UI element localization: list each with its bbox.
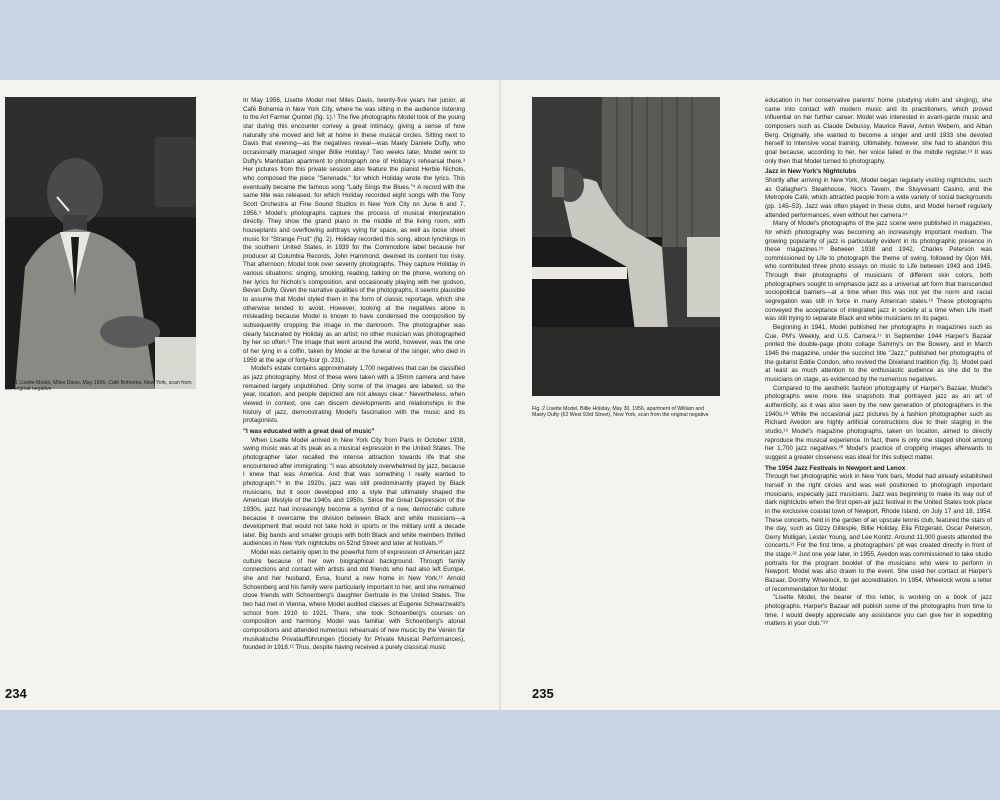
paragraph: Model was certainly open to the powerful form of expression of American jazz culture because of her own biographical background. Through family connections and contact with artists and old friends who had also left Europe, she and her husband, Evsa, found a new home in New York.¹¹ Arnold Schoenberg and his family were particularly important to her, and she remained close friends with Schoenberg's daughter Gertrude in the United States. The two had met in Vienna, where Model audited classes at Eugenie Schwarzwald's school from 1910 to 1921. There, she took Schoenberg's courses on composition and harmony. Model was familiar with Schoenberg's atonal compositions and attended numerous rehearsals of new music by the Verein für musikalische Privataufführungen (Society for Private Musical Performances), founded in 1918.¹² Thus, despite having received a purely classical music: [243, 549, 465, 652]
paragraph: education in her conservative parents' home (studying violin and singing), she came into contact with modern music and its practitioners, which proved influential on her further career. Model was interested in avant-garde music and composers such as Claude Debussy, Maurice Ravel, Anton Webern, and Alban Berg. Originally, she wanted to become a singer and until 1933 she devoted herself to intensive vocal training. Ultimately, however, she had to abandon this goal because, according to her, her voice failed in the middle register.¹³ It was only then that Model turned to photography.: [765, 97, 992, 165]
gutter: [499, 80, 501, 710]
page-number-right: 235: [532, 686, 554, 701]
fig1-caption: Fig. 1 Lisette Model, Miles Davis, May 1956, Café Bohemia, New York, scan from the original negative: [5, 380, 192, 393]
section-heading: Jazz in New York's Nightclubs: [765, 168, 857, 176]
fig2-photo: [532, 97, 720, 396]
billie-holiday-photo-image: [532, 97, 720, 396]
paragraph: Many of Model's photographs of the jazz scene were published in magazines, for which photography was becoming an increasingly important medium. The growing popularity of jazz is particularly evident in its photographic presence in these magazines.¹⁵ Between 1938 and 1942, Charles Peterson was commissioned by Life to photograph the theme of swing, followed by Gjon Mili, who contributed three photo essays on music to Life between 1943 and 1945. Through their photographs of musicians of different skin colors, both photographers sought to emphasize jazz as a universal art form that transcended sociopolitical barriers—at a time when this was not yet the norm and racial segregation was still in force in many American states.¹⁶ These photographs conveyed the acceptance of integrated jazz in society at a time when Life itself was still trying to separate Black and white musicians on its pages.: [765, 220, 992, 323]
miles-davis-photo-image: [5, 97, 196, 389]
section-heading: "I was educated with a great deal of music": [243, 427, 375, 435]
left-text-column: [243, 97, 465, 653]
paragraph: Compared to the aesthetic fashion photography of Harper's Bazaar, Model's photographs were more like snapshots that portrayed jazz as an art of authenticity, as it was also seen by the new generation of photographers in the 1940s.¹⁸ While the occasional jazz pictures by a fashion photographer such as Richard Avedon are highly artificial constructions due to their staging in the studio,¹⁹ Model's magazine photographs, taken on location, aimed to directly reproduce the musical experience. In fact, there is only one staged shoot among her 1,700 jazz negatives.²⁰ Model's practice of cropping images afterwards to suggest a greater closeness was ideal for this subject matter.: [765, 384, 992, 461]
paragraph: Beginning in 1941, Model published her photographs in magazines such as Cue, PM's Weekly, and U.S. Camera.¹⁷ In September 1944 Harper's Bazaar printed the double-page photo collage Sammy's on the Bowery, and in March 1945 the magazine, under the succinct title "Jazz," published her photographs of the guitarist Eddie Condon, who revived the Dixieland tradition (fig. 3). Model paid at least as much attention to the enthusiastic audience as she did to the musicians on stage, as evidenced by the numerous negatives.: [765, 324, 992, 383]
paragraph: "Lisette Model, the bearer of this letter, is working on a book of jazz photographs. Harper's Bazaar will publish some of the photographs from time to time. I would deeply appreciate any assistance you can give her in expediting matters in your club."²³: [765, 594, 992, 628]
paragraph: Model's estate contains approximately 1,700 negatives that can be classified as jazz photography. Most of these were taken with a 35mm camera and have remained largely unpublished. Only some of the images are labeled, so the year, location, and people depicted are not always clear.⁷ Nevertheless, when viewed in context, one can discern developments and relationships in the history of jazz, demonstrating Model's fascination with the music and its protagonists.: [243, 365, 465, 425]
section-heading: The 1954 Jazz Festivals in Newport and Lenox: [765, 464, 906, 472]
paragraph: Shortly after arriving in New York, Model began regularly visiting nightclubs, such as Gallagher's Steakhouse, Nick's Tavern, the Stuyvesant Casino, and the Metropole Café, which attracted people from a wide variety of social backgrounds (pp. 145–53). Jazz was often played in these clubs, and Model herself regularly attended performances, even without her camera.¹⁴: [765, 176, 992, 219]
fig2-caption: Fig. 2 Lisette Model, Billie Holiday, May 30, 1956, apartment of William and Maely Dufty (62 West 93rd Street), New York, scan from the original negative: [532, 406, 709, 419]
paragraph: In May 1956, Lisette Model met Miles Davis, twenty-five years her junior, at Café Bohemia in New York City, where he was sitting in the audience listening to the Art Farmer Quintet (fig. 1).¹ The five photographs Model took of the young star during this encounter convey a great intimacy, giving a sense of how naturally she moved and felt at home in these musical circles. Sitting next to Davis that evening—as the negatives reveal—was Maely Daniele Dufty, who occasionally managed singer Billie Holiday.² Two weeks later, Model went to Dufty's Manhattan apartment to photograph one of Holiday's rehearsal there.³ Her pictures from this private session also feature the pianist Herbie Nichols, who composed the piece "Serenade," for which Holiday wrote the lyrics. This eventually became the famous song "Lady Sings the Blues."⁴ A record with the same title was released, for which Holiday recorded eight songs with the Tony Scott Orchestra at Fine Sound Studios in New York City on June 6 and 7, 1956.⁵ Model's photographs capture the process of musical interpretation directly. They show the grand piano in the middle of the living room, with houseplants and overflowing ashtrays vying for space, as well as loose sheet music for "Strange Fruit" (fig. 2). Holiday recorded this song, about lynchings in the southern United States, in 1939 for the Commodore label because her producer at Columbia Records, John Hammond, deemed its content too risky. That afternoon, Model took over seventy photographs. They capture Holiday in various situations: singing, smoking, reading, talking on the phone, working on her lyrics for Nichols's composition, and occasionally playing with her godson, Bevan Dufty. Given the narrative qualities of the photographs, it seems plausible to assume that Model styled them in the form of classic reportage, which she otherwise tended to avoid. However, looking at the negatives alone is misleading because Model is known to have condensed the composition by subsequently cropping the image in the darkroom. The photographer was clearly fascinated by Holiday as an artist; no other musician was photographed by her so often.⁶ The image that went around the world, however, was the one of her lying in a coffin, taken by Model at the funeral of the singer, who died in 1959 at the age of forty-four (p. 231).: [243, 97, 465, 364]
paragraph: Through her photographic work in New York bars, Model had already established herself in the right circles and was well positioned to photograph important musicians, especially jazz musicians. Jazz was beginning to make its way out of dark nightclubs when the first open-air jazz festival in the United States took place in the exclusive coastal town of Newport, Rhode Island, on July 17 and 18, 1954. These concerts, held in the garden of an upscale tennis club, featured the stars of the day, such as Dizzy Gillespie, Billie Holiday, Ella Fitzgerald, Oscar Peterson, Gerry Mulligan, Lester Young, and Lee Konitz. Around 11,000 guests attended the concerts.²¹ For the first time, a photographers' pit was created directly in front of the stage.²² Just one year later, in 1955, Avedon was commissioned to take studio portraits for the program booklet of the musicians who were to perform in Newport. Model was also drawn to the event. She used her contact at Harper's Bazaar, Dorothy Wheelock, to get accreditation. In 1954, Wheelock wrote a letter of recommendation for Model:: [765, 473, 992, 593]
page-number-left: 234: [5, 686, 27, 701]
book-spread: [0, 80, 1000, 710]
paragraph: When Lisette Model arrived in New York City from Paris in October 1938, swing music was at its peak as a musical expression in the United States. The photographer later recalled the intense attraction towards life that she encountered after immigrating: "I was absolutely overwhelmed by jazz, because I knew that was America. And that was something I really wanted to photograph."⁸ In the 1920s, jazz was still predominantly played by Black musicians, but it soon developed into a style that ultimately shaped the American lifestyle of the 1940s and 1950s. Since the Great Depression of the 1930s, jazz had increasingly become a symbol of a new, democratic culture because it overcame the division between Black and white musicians—a development that would not take hold in sports or the military until a decade later. Big bands and smaller groups with both Black and white members thrilled audiences in New York nightclubs on 52nd Street and later at festivals.¹⁰: [243, 436, 465, 548]
fig1-photo: [5, 97, 196, 389]
right-text-column: [765, 97, 992, 629]
